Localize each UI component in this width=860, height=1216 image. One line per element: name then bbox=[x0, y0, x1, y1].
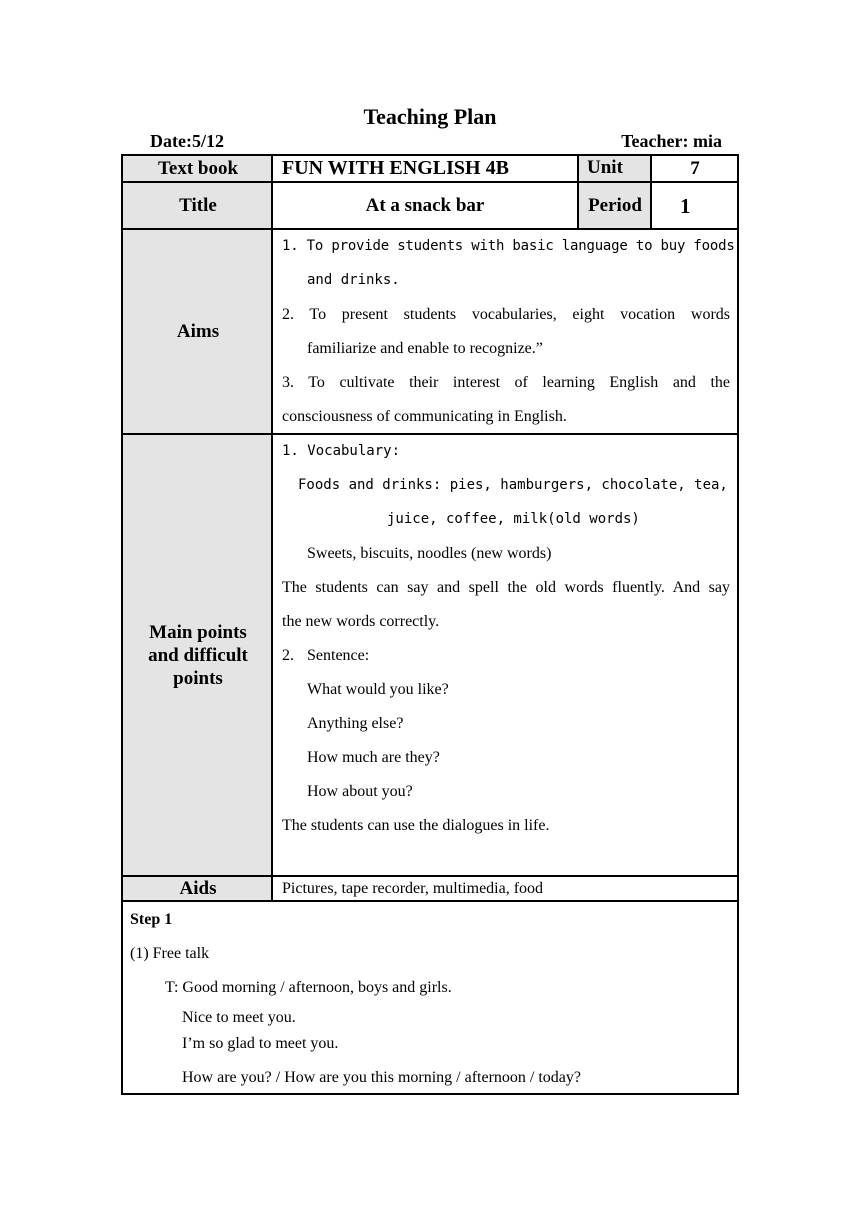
vocab-goal: The students can say and spell the old words fluently. And say bbox=[282, 579, 730, 596]
dialogue-line: How are you? / How are you this morning / afternoon / today? bbox=[182, 1069, 582, 1086]
textbook-label: Text book bbox=[157, 157, 239, 179]
aims-item-3: 3. To cultivate their interest of learning English and the bbox=[282, 374, 730, 391]
teacher-label: Teacher: mia bbox=[621, 131, 722, 151]
table-border-bottom bbox=[121, 1093, 739, 1095]
sentence-heading: Sentence: bbox=[307, 647, 370, 664]
vocab-old-words: Foods and drinks: pies, hamburgers, chocolate, tea, bbox=[298, 477, 728, 493]
dialogue-line: T: Good morning / afternoon, boys and girls. bbox=[165, 979, 452, 996]
period-value: 1 bbox=[680, 194, 691, 218]
sentence-item: How much are they? bbox=[307, 749, 440, 766]
aims-item-1: 1. To provide students with basic language to buy foods bbox=[282, 238, 735, 254]
sentence-number: 2. bbox=[282, 647, 294, 664]
dialogue-line: I’m so glad to meet you. bbox=[182, 1035, 339, 1052]
table-border-right bbox=[737, 154, 739, 1095]
free-talk-heading: (1) Free talk bbox=[130, 945, 210, 962]
title-value: At a snack bar bbox=[365, 194, 485, 216]
textbook-value: FUN WITH ENGLISH 4B bbox=[282, 157, 509, 179]
aims-item-2: 2. To present students vocabularies, eight vocation words bbox=[282, 306, 730, 323]
aims-item-1-cont: and drinks. bbox=[307, 272, 400, 288]
sentence-item: How about you? bbox=[307, 783, 413, 800]
vocab-new-words: Sweets, biscuits, noodles (new words) bbox=[307, 545, 552, 562]
aids-value: Pictures, tape recorder, multimedia, food bbox=[282, 880, 544, 897]
title-label: Title bbox=[179, 194, 217, 216]
sentence-item: What would you like? bbox=[307, 681, 449, 698]
period-label: Period bbox=[588, 194, 642, 216]
page-title: Teaching Plan bbox=[363, 104, 497, 129]
unit-value: 7 bbox=[690, 157, 700, 179]
vocab-old-words-cont: juice, coffee, milk(old words) bbox=[387, 511, 640, 527]
vocab-goal-cont: the new words correctly. bbox=[282, 613, 440, 630]
unit-label: Unit bbox=[587, 157, 623, 178]
sentence-item: Anything else? bbox=[307, 715, 404, 732]
aims-item-2-cont: familiarize and enable to recognize.” bbox=[307, 340, 543, 357]
sentence-goal: The students can use the dialogues in life. bbox=[282, 817, 550, 834]
aims-item-3-cont: consciousness of communicating in English. bbox=[282, 408, 567, 425]
dialogue-line: Nice to meet you. bbox=[182, 1009, 296, 1026]
aids-label: Aids bbox=[179, 878, 217, 899]
vocab-heading: 1. Vocabulary: bbox=[282, 443, 401, 459]
main-points-label: Main points and difficult points bbox=[148, 622, 248, 689]
step-label: Step 1 bbox=[130, 911, 173, 928]
aims-label: Aims bbox=[176, 321, 220, 342]
date-label: Date:5/12 bbox=[150, 131, 224, 151]
